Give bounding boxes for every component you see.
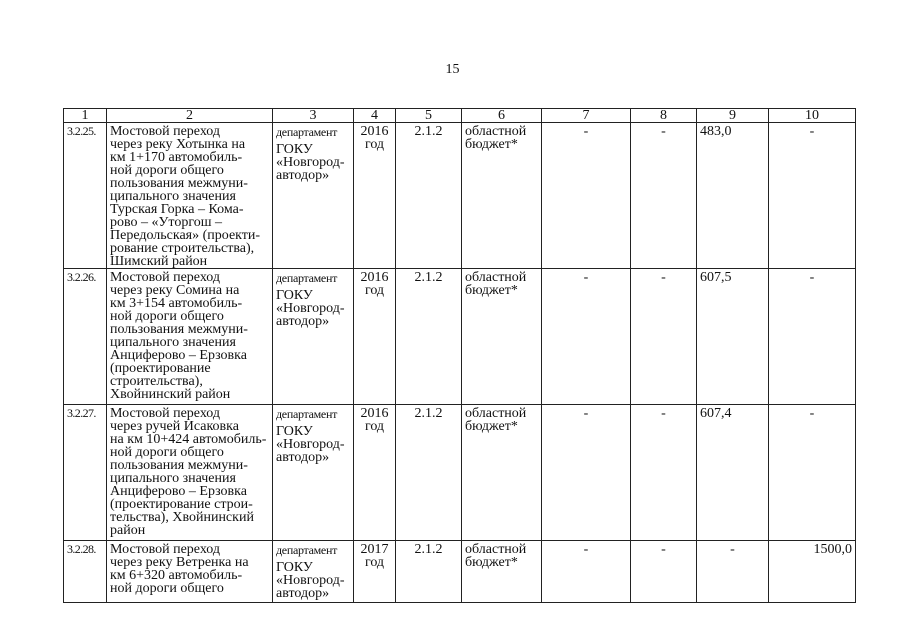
object-name-line: рование строительства), — [110, 241, 255, 256]
year-line: год — [364, 555, 385, 570]
year-cell — [354, 405, 396, 541]
amount-cell-col10 — [769, 405, 856, 541]
executor-organization-line: «Новгород- — [276, 437, 345, 452]
object-name-line: км 3+154 автомобиль- — [110, 296, 243, 311]
object-name-line: пользования межмуни- — [110, 458, 248, 473]
table-row — [64, 541, 856, 603]
column-header: 10 — [769, 109, 856, 123]
executor-organization-line: автодор» — [276, 314, 330, 329]
executor-organization — [276, 425, 350, 464]
amount-cell-col10 — [769, 269, 856, 405]
year-line: 2017 — [360, 542, 389, 557]
year-cell — [354, 123, 396, 269]
table-body — [64, 123, 856, 603]
executor-organization-line: «Новгород- — [276, 155, 345, 170]
funding-source-cell — [462, 269, 542, 405]
object-name-line: пользования межмуни- — [110, 176, 248, 191]
table-row — [64, 123, 856, 269]
year-cell — [354, 541, 396, 603]
column-header: 8 — [631, 109, 697, 123]
object-name-line: ной дороги общего — [110, 309, 224, 324]
object-name-line: км 1+170 автомобиль- — [110, 150, 243, 165]
amount-col8: - — [661, 124, 666, 139]
amount-cell-col9 — [697, 405, 769, 541]
executor-organization — [276, 289, 350, 328]
object-name-line: Мостовой переход — [110, 406, 221, 421]
funding-source-line: областной — [465, 124, 527, 139]
object-name-line: через реку Сомина на — [110, 283, 240, 298]
amount-cell-col7 — [542, 405, 631, 541]
amount-cell-col9 — [697, 541, 769, 603]
item-number-cell — [64, 541, 107, 603]
target-code: 2.1.2 — [414, 270, 443, 285]
executor-cell — [273, 269, 354, 405]
executor-organization-line: ГОКУ — [276, 560, 313, 575]
object-name-line: район — [110, 523, 146, 538]
item-number-cell — [64, 123, 107, 269]
object-name-line: (проектирование строи- — [110, 497, 253, 512]
year-line: год — [364, 419, 385, 434]
amount-cell-col10 — [769, 541, 856, 603]
executor-organization-line: ГОКУ — [276, 288, 313, 303]
executor-department: департамент — [276, 271, 338, 285]
executor-organization — [276, 561, 350, 600]
table-row — [64, 269, 856, 405]
funding-source-cell — [462, 541, 542, 603]
object-name-line: км 6+320 автомобиль- — [110, 568, 243, 583]
object-name-line: тельства), Хвойнинский — [110, 510, 254, 525]
executor-organization-line: автодор» — [276, 586, 330, 601]
amount-cell-col7 — [542, 541, 631, 603]
amount-cell-col9 — [697, 269, 769, 405]
year-line: год — [364, 137, 385, 152]
funding-source-line: областной — [465, 542, 527, 557]
object-name-cell — [107, 269, 273, 405]
object-name-line: пользования межмуни- — [110, 322, 248, 337]
target-code: 2.1.2 — [414, 542, 443, 557]
object-name-line: Мостовой переход — [110, 542, 221, 557]
funding-source-line: бюджет* — [465, 283, 518, 298]
executor-organization-line: ГОКУ — [276, 142, 313, 157]
target-code-cell — [396, 123, 462, 269]
executor-organization-line: «Новгород- — [276, 573, 345, 588]
amount-col10: 1500,0 — [813, 542, 852, 557]
year-line: 2016 — [360, 124, 389, 139]
object-name-line: Турская Горка – Кома- — [110, 202, 244, 217]
amount-col7: - — [583, 542, 589, 557]
amount-cell-col10 — [769, 123, 856, 269]
executor-organization-line: ГОКУ — [276, 424, 313, 439]
executor-organization-line: автодор» — [276, 450, 330, 465]
amount-col10: - — [809, 406, 815, 421]
column-header: 3 — [273, 109, 354, 123]
item-number-cell — [64, 405, 107, 541]
amount-col7: - — [583, 270, 589, 285]
object-name-line: Шимский район — [110, 254, 208, 269]
target-code-cell — [396, 269, 462, 405]
amount-col10: - — [809, 270, 815, 285]
column-header: 1 — [64, 109, 107, 123]
funding-source-line: областной — [465, 270, 527, 285]
amount-col9: 607,5 — [700, 270, 732, 285]
object-name-cell — [107, 405, 273, 541]
amount-col9: 607,4 — [700, 406, 732, 421]
object-name-line: Мостовой переход — [110, 124, 221, 139]
amount-col9: - — [730, 542, 735, 557]
executor-department: департамент — [276, 125, 338, 139]
funding-source-line: бюджет* — [465, 419, 518, 434]
executor-cell — [273, 123, 354, 269]
object-name-line: рово – «Уторгош – — [110, 215, 223, 230]
object-name-line: (проектирование — [110, 361, 211, 376]
year-cell — [354, 269, 396, 405]
executor-cell — [273, 541, 354, 603]
executor-department: департамент — [276, 407, 338, 421]
table-row — [64, 405, 856, 541]
object-name-line: ной дороги общего — [110, 163, 224, 178]
object-name-line: через реку Ветренка на — [110, 555, 249, 570]
object-name-line: Передольская» (проекти- — [110, 228, 261, 243]
item-number: 3.2.27. — [67, 406, 96, 420]
object-name-line: Анциферово – Ерзовка — [110, 348, 247, 363]
item-number-cell — [64, 269, 107, 405]
amount-cell-col7 — [542, 269, 631, 405]
amount-col7: - — [583, 406, 589, 421]
object-name-cell — [107, 541, 273, 603]
object-name-line: ципального значения — [110, 189, 236, 204]
amount-col7: - — [583, 124, 589, 139]
object-name-line: Мостовой переход — [110, 270, 221, 285]
executor-department: департамент — [276, 543, 338, 557]
funding-source-cell — [462, 405, 542, 541]
column-header: 7 — [542, 109, 631, 123]
amount-cell-col8 — [631, 269, 697, 405]
item-number: 3.2.28. — [67, 542, 96, 556]
page-number: 15 — [445, 62, 460, 77]
executor-organization-line: автодор» — [276, 168, 330, 183]
target-code-cell — [396, 405, 462, 541]
object-name-line: ципального значения — [110, 471, 236, 486]
funding-source-cell — [462, 123, 542, 269]
object-name-line: на км 10+424 автомобиль- — [110, 432, 267, 447]
column-header: 9 — [697, 109, 769, 123]
object-name-line: Хвойнинский район — [110, 387, 231, 402]
target-code: 2.1.2 — [414, 124, 443, 139]
object-name-line: через ручей Исаковка — [110, 419, 239, 434]
amount-col8: - — [661, 406, 666, 421]
amount-col9: 483,0 — [700, 124, 732, 139]
table-header-row — [64, 109, 856, 123]
amount-col8: - — [661, 270, 666, 285]
item-number: 3.2.26. — [67, 270, 96, 284]
column-header: 2 — [107, 109, 273, 123]
column-header: 5 — [396, 109, 462, 123]
amount-cell-col8 — [631, 405, 697, 541]
object-name-line: Анциферово – Ерзовка — [110, 484, 247, 499]
object-name-cell — [107, 123, 273, 269]
amount-col8: - — [661, 542, 666, 557]
year-line: 2016 — [360, 406, 389, 421]
amount-cell-col8 — [631, 541, 697, 603]
amount-cell-col7 — [542, 123, 631, 269]
target-code: 2.1.2 — [414, 406, 443, 421]
funding-source-line: бюджет* — [465, 137, 518, 152]
amount-cell-col8 — [631, 123, 697, 269]
item-number: 3.2.25. — [67, 124, 96, 138]
amount-col10: - — [809, 124, 815, 139]
object-name-line: строительства), — [110, 374, 203, 389]
executor-cell — [273, 405, 354, 541]
executor-organization-line: «Новгород- — [276, 301, 345, 316]
executor-organization — [276, 143, 350, 182]
amount-cell-col9 — [697, 123, 769, 269]
year-line: 2016 — [360, 270, 389, 285]
object-name-line: ципального значения — [110, 335, 236, 350]
object-name-line: через реку Хотынка на — [110, 137, 246, 152]
target-code-cell — [396, 541, 462, 603]
object-name-line: ной дороги общего — [110, 445, 224, 460]
funding-source-line: бюджет* — [465, 555, 518, 570]
column-header: 4 — [354, 109, 396, 123]
column-header: 6 — [462, 109, 542, 123]
object-name-line: ной дороги общего — [110, 581, 224, 596]
year-line: год — [364, 283, 385, 298]
program-table — [63, 108, 856, 603]
funding-source-line: областной — [465, 406, 527, 421]
